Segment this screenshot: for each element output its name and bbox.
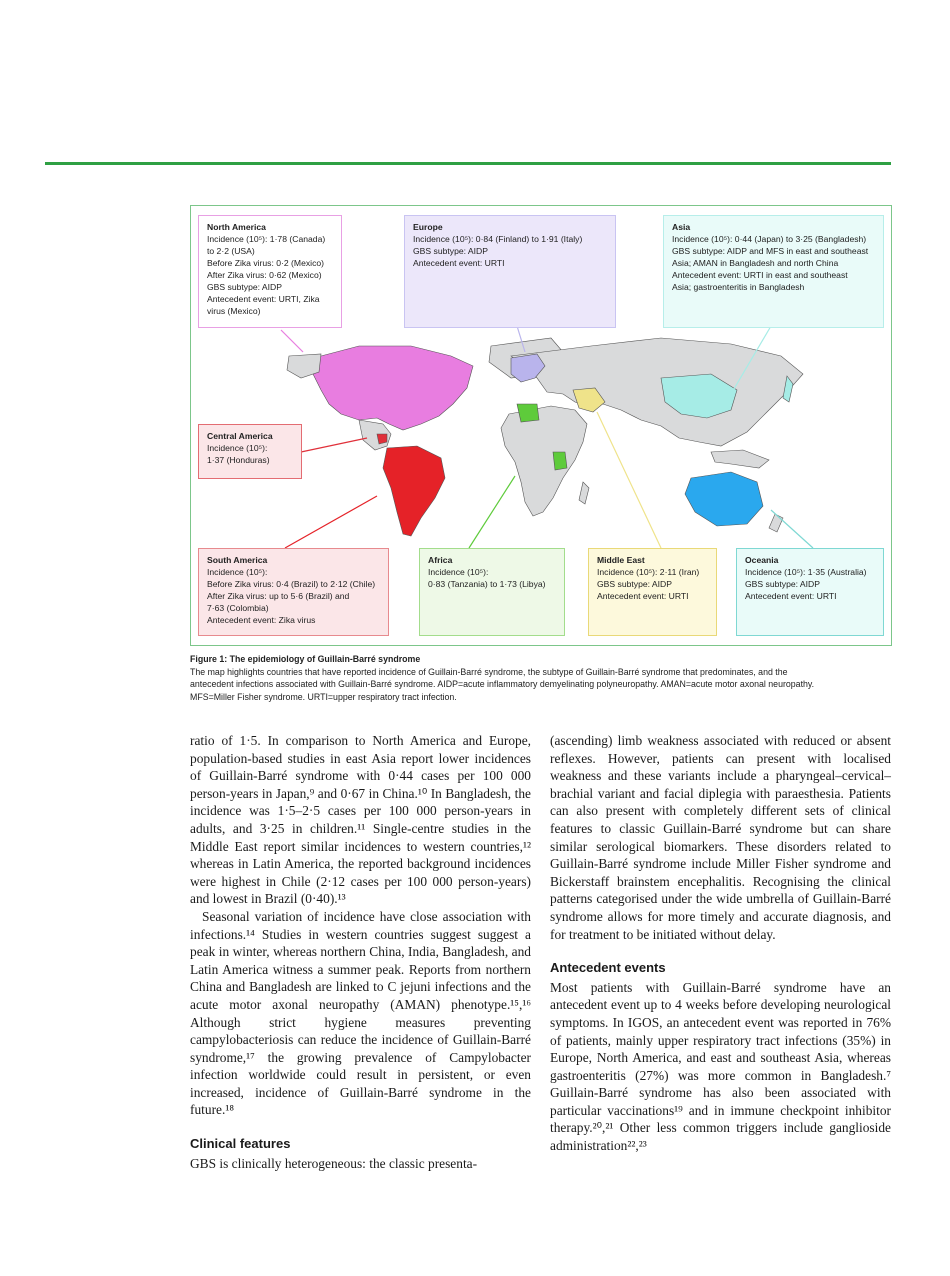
paragraph: Seasonal variation of incidence have close association with infections.¹⁴ Studies in western countries suggest suggest a peak in winter, whereas northern China, India, Bangladesh, and Latin America witness a summer peak. Reports from northern China and Bangladesh are linked to C jejuni infections and the acute motor axonal neuropathy (AMAN) phenotype.¹⁵,¹⁶ Although strict hygiene measures preventing campylobacteriosis can reduce the incidence of Guillain-Barré syndrome,¹⁷ the growing prevalence of Campylobacter infection worldwide could result in persistent, or even increased, incidence of Guillain-Barré syndrome in the future.¹⁸ <box>190 908 531 1118</box>
box-line: Antecedent event: Zika virus <box>207 615 316 625</box>
box-line: 0·83 (Tanzania) to 1·73 (Libya) <box>428 579 546 589</box>
header-rule <box>45 162 891 165</box>
paragraph: (ascending) limb weakness associated with reduced or absent reflexes. However, patients can present with localised weakness and these variants include a pharyngeal–cervical–brachial variant and facial diplegia with paraesthesia. Patients can also present with completely different sets of clinical features to classic Guillain-Barré syndrome but can share similar serological biomarkers. These disorders related to Guillain-Barré syndrome include Miller Fisher syndrome and Bickerstaff brainstem encephalitis. Recognising the clinical patterns categorised under the wide umbrella of Guillain-Barré syndrome allows for more timely and accurate diagnosis, and for treatment to be initiated without delay. <box>550 733 891 942</box>
box-line: Asia; gastroenteritis in Bangladesh <box>672 282 805 292</box>
box-title: South America <box>207 555 268 565</box>
box-title: Europe <box>413 222 443 232</box>
box-middle-east <box>588 548 717 636</box>
section-heading: Antecedent events <box>550 960 666 976</box>
figure-caption <box>190 653 892 703</box>
caption-line: antecedent infections associated with Guillain-Barré syndrome. AIDP=acute inflammatory demyelinating polyneuropathy. AMAN=acute motor axonal neuropathy. <box>190 679 815 689</box>
box-europe <box>404 215 616 328</box>
box-north-america <box>198 215 342 328</box>
box-line: After Zika virus: up to 5·6 (Brazil) and <box>207 591 350 601</box>
box-line: Asia; AMAN in Bangladesh and north China <box>672 258 839 268</box>
box-line: Antecedent event: URTI <box>597 591 689 601</box>
box-africa <box>419 548 565 636</box>
north-america-shape <box>313 346 473 430</box>
box-line: Incidence (10⁵): 2·11 (Iran) <box>597 567 700 577</box>
box-title: Asia <box>672 222 691 232</box>
box-line: GBS subtype: AIDP <box>413 246 488 256</box>
box-line: Incidence (10⁵): <box>207 567 268 577</box>
arrow-middle-east <box>597 412 661 548</box>
arrow-north-america <box>281 330 303 352</box>
southeast-asia-islands <box>711 450 769 468</box>
box-line: Antecedent event: URTI <box>745 591 837 601</box>
box-oceania <box>736 548 884 636</box>
box-line: Before Zika virus: 0·4 (Brazil) to 2·12 (Chile) <box>207 579 376 589</box>
box-line: GBS subtype: AIDP <box>597 579 672 589</box>
box-title: North America <box>207 222 266 232</box>
australia <box>685 472 763 526</box>
box-line: After Zika virus: 0·62 (Mexico) <box>207 270 322 280</box>
tanzania <box>553 452 567 470</box>
box-asia <box>663 215 884 328</box>
africa-base <box>501 406 587 516</box>
box-line: Incidence (10⁵): 0·84 (Finland) to 1·91 (Italy) <box>413 234 583 244</box>
south-america-shape <box>383 446 445 536</box>
box-line: GBS subtype: AIDP <box>207 282 282 292</box>
box-line: GBS subtype: AIDP <box>745 579 820 589</box>
box-title: Oceania <box>745 555 779 565</box>
honduras <box>377 434 387 444</box>
box-line: Antecedent event: URTI <box>413 258 505 268</box>
box-line: 7·63 (Colombia) <box>207 603 269 613</box>
left-column <box>190 732 531 1172</box>
box-line: to 2·2 (USA) <box>207 246 255 256</box>
right-column <box>550 732 891 1155</box>
box-line: Incidence (10⁵): <box>428 567 489 577</box>
arrow-south-america <box>285 496 377 548</box>
paragraph: ratio of 1·5. In comparison to North America and Europe, population-based studies in east Asia report lower incidences of Guillain-Barré syndrome with 0·44 cases per 100 000 person-years in Japan,⁹ and 0·67 in China.¹⁰ In Bangladesh, the incidence was 1·5–2·5 cases per 100 000 person-years in adults, and 3·25 in children.¹¹ Single-centre studies in the Middle East report similar incidences to western countries,¹² whereas in Latin America, the reported background incidences were highest in Chile (2·12 cases per 100 000 person-years) and lowest in Brazil (0·40).¹³ <box>190 733 531 907</box>
arrow-central-america <box>301 438 367 452</box>
section-heading: Clinical features <box>190 1136 291 1152</box>
box-line: Incidence (10⁵): 0·44 (Japan) to 3·25 (Bangladesh) <box>672 234 867 244</box>
libya <box>517 404 539 422</box>
box-line: Incidence (10⁵): <box>207 443 268 453</box>
paragraph: GBS is clinically heterogeneous: the classic presenta- <box>190 1155 478 1171</box>
box-line: virus (Mexico) <box>207 306 261 316</box>
box-line: Antecedent event: URTI, Zika <box>207 294 320 304</box>
box-line: GBS subtype: AIDP and MFS in east and southeast <box>672 246 869 256</box>
paragraph: Most patients with Guillain-Barré syndrome have an antecedent event up to 4 weeks before developing neurological symptoms. In IGOS, an antecedent event was reported in 76% of patients, mainly upper respiratory tract infections (35%) in Europe, North America, and east and southeast Asia, whereas gastroenteritis (27%) was more common in Bangladesh.⁷ Guillain-Barré syndrome has also been associated with particular vaccinations¹⁹ and in immune checkpoint inhibitor therapy.²⁰,²¹ Other less common triggers include ganglioside administration²²,²³ <box>550 979 891 1154</box>
box-line: Incidence (10⁵): 1·35 (Australia) <box>745 567 867 577</box>
box-central-america <box>198 424 302 479</box>
box-line: 1·37 (Honduras) <box>207 455 270 465</box>
caption-title: Figure 1: The epidemiology of Guillain-Barré syndrome <box>190 654 421 664</box>
box-title: Middle East <box>597 555 645 565</box>
caption-line: The map highlights countries that have reported incidence of Guillain-Barré syndrome, the subtype of Guillain-Barré syndrome that predominates, and the <box>190 666 788 677</box>
new-zealand <box>769 514 783 532</box>
box-line: Incidence (10⁵): 1·78 (Canada) <box>207 234 326 244</box>
box-title: Africa <box>428 555 453 565</box>
arrow-africa <box>469 476 515 548</box>
box-title: Central America <box>207 431 273 441</box>
figure-1 <box>190 205 892 646</box>
box-line: Antecedent event: URTI in east and southeast <box>672 270 848 280</box>
box-south-america <box>198 548 389 636</box>
madagascar <box>579 482 589 504</box>
box-line: Before Zika virus: 0·2 (Mexico) <box>207 258 325 268</box>
caption-line: MFS=Miller Fisher syndrome. URTI=upper respiratory tract infection. <box>190 691 457 702</box>
